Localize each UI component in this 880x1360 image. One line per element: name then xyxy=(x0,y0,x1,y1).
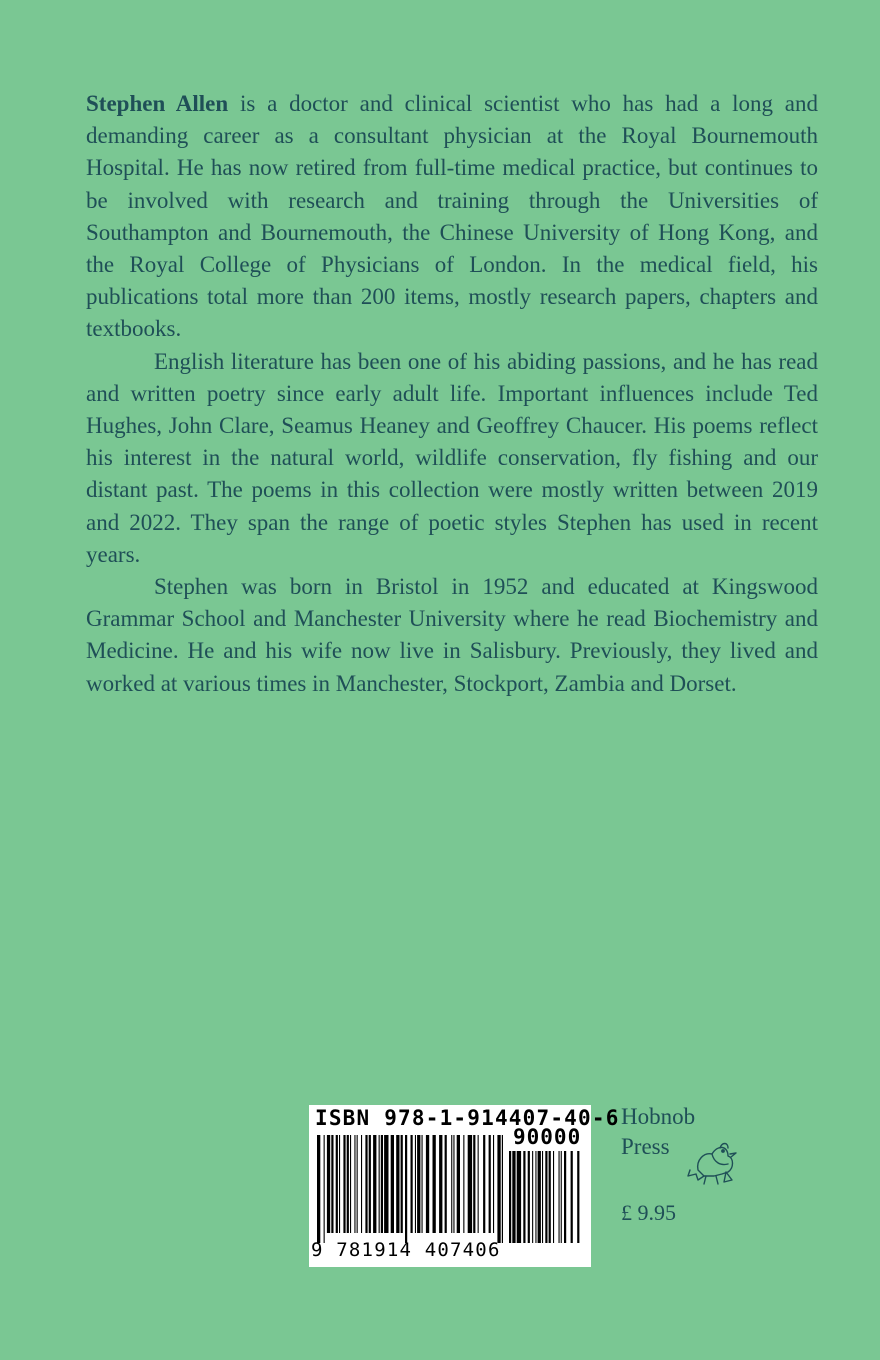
author-biography xyxy=(86,88,818,700)
addon-barcode-bars xyxy=(509,1151,581,1243)
ean-digits: 9 781914 407406 xyxy=(311,1239,501,1261)
author-name: Stephen Allen xyxy=(86,91,229,116)
publisher-name-line-2: Press xyxy=(621,1134,670,1159)
bio-paragraph-1 xyxy=(86,88,818,346)
bio-paragraph-3: Stephen was born in Bristol in 1952 and educated at Kingswood Grammar School and Manchester University where he read Biochemistry and Medicine. He and his wife now live in Salisbury. Previously, they lived and worked at various times in Manchester, Stockport, Zambia and Dorset. xyxy=(86,574,818,696)
bio-paragraph-1-text: is a doctor and clinical scientist who has had a long and demanding career as a consultant physician at the Royal Bournemouth Hospital. He has now retired from full-time medical practice, but continues to be involved with research and training through the Universities of Southampton and Bournemouth, the Chinese University of Hong Kong, and the Royal College of Physicians of London. In the medical field, his publications total more than 200 items, mostly research papers, chapters and textbooks. xyxy=(86,91,818,342)
ean-barcode-bars xyxy=(317,1135,503,1243)
bio-paragraph-2: English literature has been one of his abiding passions, and he has read and written poetry since early adult life. Important influences include Ted Hughes, John Clare, Seamus Heaney and Geoffrey Chaucer. His poems reflect his interest in the natural world, wildlife conservation, fly fishing and our distant past. The poems in this collection were mostly written between 2019 and 2022. They span the range of poetic styles Stephen has used in recent years. xyxy=(86,348,818,567)
isbn-label: ISBN 978-1-914407-40-6 xyxy=(315,1106,620,1130)
price: £ 9.95 xyxy=(621,1200,676,1225)
isbn-barcode-block xyxy=(309,1105,620,1267)
hobnob-bird-icon xyxy=(684,1136,738,1188)
barcode-addon-code: 90000 xyxy=(513,1125,582,1149)
publisher-name-line-1: Hobnob xyxy=(621,1104,696,1129)
